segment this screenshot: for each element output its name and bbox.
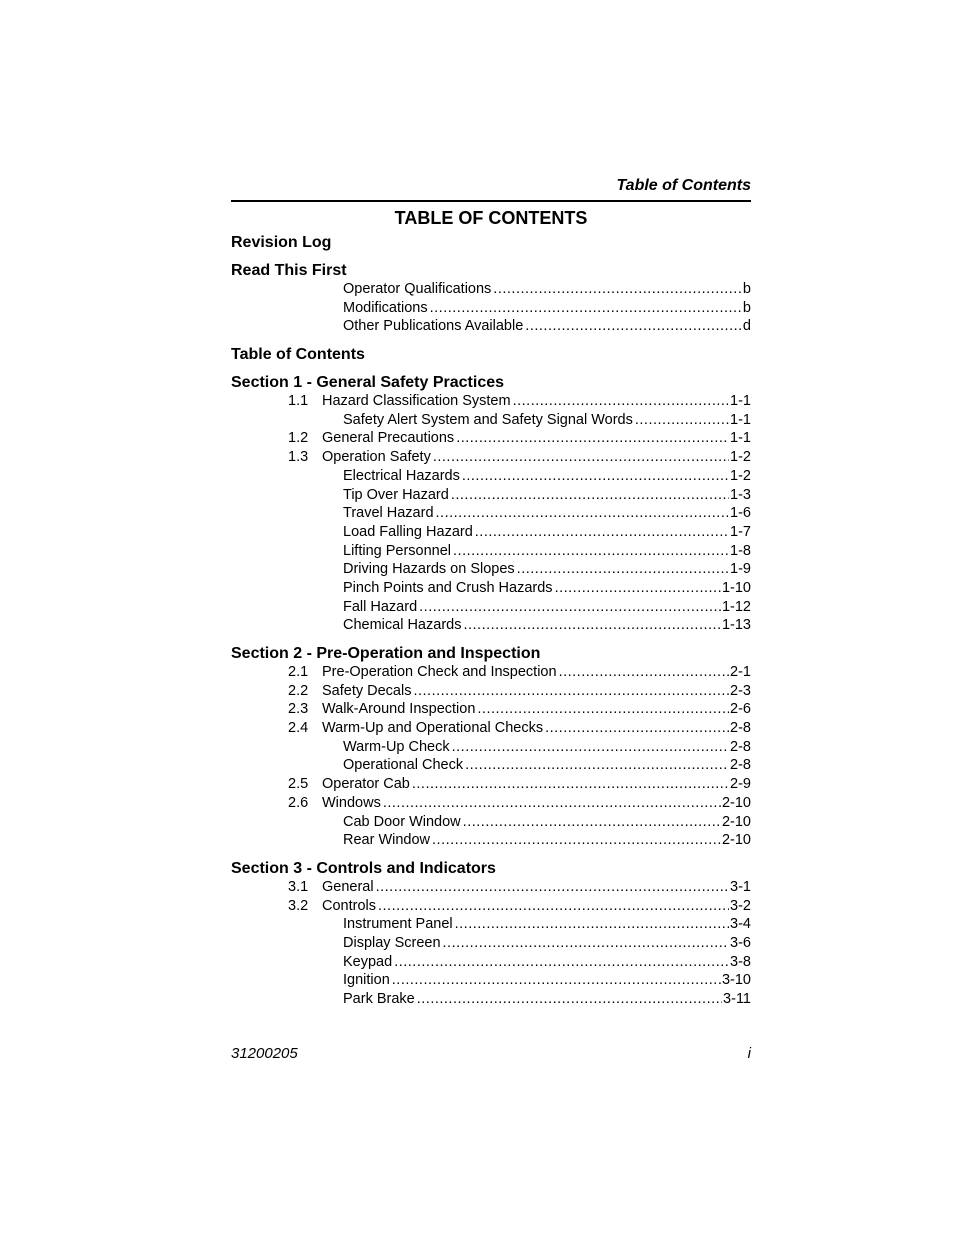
entry-label: Walk-Around Inspection [322, 701, 476, 718]
dot-leader [559, 663, 729, 682]
entry-line [343, 317, 751, 336]
footer-page-number: i [747, 1045, 751, 1062]
section-heading[interactable]: Revision Log [231, 234, 332, 251]
toc-entry[interactable] [231, 756, 751, 775]
entry-label: General Precautions [322, 430, 455, 447]
entry-label: Tip Over Hazard [343, 486, 449, 503]
header-rule [231, 200, 751, 202]
dot-leader [463, 616, 721, 635]
entry-page: 3-6 [730, 934, 751, 951]
entry-page: 1-2 [730, 467, 751, 484]
dot-leader [443, 934, 730, 953]
dot-leader [376, 878, 729, 897]
entry-number: 1.1 [288, 393, 309, 410]
dot-leader [378, 897, 729, 916]
entry-page: 3-10 [721, 972, 751, 989]
toc-entry[interactable] [231, 813, 751, 832]
entry-line [343, 280, 751, 299]
toc-entry[interactable] [231, 486, 751, 505]
section-heading[interactable]: Read This First [231, 262, 347, 279]
entry-page: 3-2 [730, 897, 751, 914]
entry-number: 1.2 [288, 430, 309, 447]
entry-label: Display Screen [343, 934, 441, 951]
entry-page: 2-10 [721, 813, 751, 830]
entry-line [322, 719, 751, 738]
toc-entry[interactable] [231, 504, 751, 523]
dot-leader [463, 813, 721, 832]
entry-page: 2-8 [730, 738, 751, 755]
entry-number: 3.1 [288, 878, 309, 895]
entry-page: 3-8 [730, 953, 751, 970]
entry-page: 3-11 [723, 991, 751, 1007]
toc-entry[interactable] [231, 953, 751, 972]
dot-leader [413, 682, 729, 701]
entry-label: Ignition [343, 972, 390, 989]
entry-line [343, 953, 751, 972]
toc-entry[interactable] [231, 542, 751, 561]
dot-leader [513, 392, 729, 411]
dot-leader [635, 411, 729, 430]
entry-label: Operator Qualifications [343, 281, 492, 297]
entry-page: 1-13 [721, 617, 751, 634]
entry-line [322, 775, 751, 794]
toc-entry[interactable] [231, 990, 751, 1009]
dot-leader [517, 560, 729, 579]
entry-page: 2-8 [730, 757, 751, 774]
toc-entry[interactable] [231, 579, 751, 598]
toc-entry[interactable] [231, 794, 751, 813]
dot-leader [456, 429, 729, 448]
entry-line [322, 682, 751, 701]
entry-page: 3-4 [730, 916, 751, 933]
entry-page: 1-2 [730, 449, 751, 466]
toc-entry[interactable] [231, 299, 751, 318]
entry-label: Warm-Up and Operational Checks [322, 720, 544, 737]
entry-number: 2.6 [288, 794, 309, 811]
toc-entry[interactable] [231, 598, 751, 617]
entry-label: Park Brake [343, 991, 415, 1007]
entry-page: 2-10 [721, 832, 751, 849]
dot-leader [465, 756, 729, 775]
entry-page: 1-1 [730, 393, 751, 410]
entry-label: Travel Hazard [343, 505, 434, 522]
entry-page: 2-8 [730, 720, 751, 737]
entry-line [322, 392, 751, 411]
dot-leader [451, 486, 729, 505]
entry-label: Hazard Classification System [322, 393, 511, 410]
entry-number: 2.5 [288, 776, 309, 793]
entry-label: Other Publications Available [343, 318, 524, 335]
entry-number: 1.3 [288, 449, 309, 466]
entry-label: Rear Window [343, 832, 431, 849]
entry-line [343, 486, 751, 505]
toc-entry[interactable] [231, 934, 751, 953]
dot-leader [452, 738, 729, 757]
entry-line [343, 831, 751, 850]
entry-label: Modifications [343, 299, 428, 316]
toc-entry[interactable] [231, 915, 751, 934]
entry-line [343, 467, 751, 486]
entry-label: Keypad [343, 953, 393, 970]
toc-entry[interactable] [231, 682, 751, 701]
entry-label: Safety Decals [322, 682, 412, 699]
entry-line [343, 756, 751, 775]
entry-line [343, 990, 751, 1009]
toc-entry[interactable] [231, 663, 751, 682]
dot-leader [462, 467, 729, 486]
dot-leader [412, 775, 729, 794]
entry-line [343, 813, 751, 832]
entry-page: 1-7 [730, 523, 751, 540]
section-heading[interactable]: Section 1 - General Safety Practices [231, 374, 505, 392]
toc-entry[interactable] [231, 971, 751, 990]
dot-leader [383, 794, 721, 813]
toc-entry[interactable] [231, 719, 751, 738]
footer-doc-number: 31200205 [231, 1045, 298, 1062]
entry-line [322, 448, 751, 467]
entry-label: Controls [322, 897, 376, 914]
dot-leader [545, 719, 729, 738]
entry-page: 2-3 [730, 682, 751, 699]
entry-page: 1-10 [721, 579, 751, 596]
entry-label: Chemical Hazards [343, 617, 462, 634]
entry-number: 2.4 [288, 720, 309, 737]
entry-label: Warm-Up Check [343, 738, 450, 755]
entry-page: b [742, 299, 751, 316]
entry-line [343, 411, 751, 430]
toc-entry[interactable] [231, 878, 751, 897]
entry-number: 2.1 [288, 664, 309, 680]
entry-label: Driving Hazards on Slopes [343, 561, 515, 578]
toc-entry[interactable] [231, 897, 751, 916]
toc-entry[interactable] [231, 700, 751, 719]
toc-entry[interactable] [231, 616, 751, 635]
entry-line [343, 523, 751, 542]
dot-leader [493, 280, 742, 299]
toc-entry[interactable] [231, 523, 751, 542]
entry-line [343, 598, 751, 617]
dot-leader [475, 523, 729, 542]
dot-leader [430, 299, 742, 318]
toc-entry[interactable] [231, 560, 751, 579]
entry-line [322, 794, 751, 813]
entry-page: 2-6 [730, 701, 751, 718]
entry-label: Pre-Operation Check and Inspection [322, 664, 557, 680]
entry-label: Instrument Panel [343, 916, 453, 933]
entry-label: Load Falling Hazard [343, 523, 473, 540]
toc-entry[interactable] [231, 448, 751, 467]
dot-leader [453, 542, 729, 561]
entry-label: Operator Cab [322, 776, 410, 793]
entry-page: 1-8 [730, 542, 751, 559]
entry-line [343, 504, 751, 523]
entry-label: Operational Check [343, 757, 464, 774]
dot-leader [436, 504, 730, 523]
entry-line [322, 700, 751, 719]
entry-page: 2-1 [730, 664, 751, 680]
entry-number: 2.2 [288, 682, 309, 699]
entry-page: 2-9 [730, 776, 751, 793]
entry-line [343, 616, 751, 635]
toc-title: TABLE OF CONTENTS [394, 208, 588, 228]
entry-line [343, 560, 751, 579]
toc-entry[interactable] [231, 392, 751, 411]
dot-leader [455, 915, 729, 934]
toc-entry[interactable] [231, 317, 751, 336]
entry-page: 3-1 [730, 878, 751, 895]
entry-page: d [742, 318, 751, 335]
entry-line [343, 299, 751, 318]
toc-entry[interactable] [231, 467, 751, 486]
entry-page: 1-3 [730, 486, 751, 503]
entry-line [322, 897, 751, 916]
dot-leader [525, 317, 742, 336]
entry-line [343, 915, 751, 934]
entry-page: 2-10 [721, 794, 751, 811]
entry-page: 1-9 [730, 561, 751, 578]
entry-label: Cab Door Window [343, 813, 461, 830]
entry-line [322, 663, 751, 682]
entry-line [343, 738, 751, 757]
dot-leader [477, 700, 729, 719]
toc-entry[interactable] [231, 775, 751, 794]
entry-line [343, 934, 751, 953]
dot-leader [555, 579, 721, 598]
toc-entry[interactable] [231, 429, 751, 448]
entry-page: 1-12 [721, 598, 751, 615]
entry-page: 1-6 [730, 505, 751, 522]
entry-page: 1-1 [730, 430, 751, 447]
toc-entry[interactable] [231, 280, 751, 299]
entry-line [343, 542, 751, 561]
entry-line [343, 579, 751, 598]
dot-leader [419, 598, 721, 617]
entry-number: 2.3 [288, 701, 309, 718]
entry-label: Lifting Personnel [343, 542, 452, 559]
toc-body [231, 232, 751, 1009]
section-heading[interactable]: Table of Contents [231, 346, 365, 364]
running-header: Table of Contents [616, 177, 751, 194]
dot-leader [394, 953, 729, 972]
entry-line [343, 971, 751, 990]
entry-page: b [742, 281, 751, 297]
section-heading[interactable]: Section 3 - Controls and Indicators [231, 859, 496, 877]
entry-label: General [322, 878, 374, 895]
toc-entry[interactable] [231, 738, 751, 757]
entry-label: Pinch Points and Crush Hazards [343, 579, 553, 596]
dot-leader [392, 971, 721, 990]
toc-entry[interactable] [231, 411, 751, 430]
dot-leader [433, 448, 729, 467]
entry-label: Windows [322, 794, 381, 811]
dot-leader [417, 990, 722, 1009]
toc-entry[interactable] [231, 831, 751, 850]
entry-label: Fall Hazard [343, 598, 418, 615]
entry-page: 1-1 [730, 411, 751, 428]
dot-leader [432, 831, 721, 850]
entry-line [322, 429, 751, 448]
section-heading[interactable]: Section 2 - Pre-Operation and Inspection [231, 645, 541, 662]
entry-number: 3.2 [288, 897, 309, 914]
entry-label: Electrical Hazards [343, 467, 460, 484]
entry-label: Operation Safety [322, 449, 431, 466]
entry-line [322, 878, 751, 897]
entry-label: Safety Alert System and Safety Signal Words [343, 411, 633, 428]
